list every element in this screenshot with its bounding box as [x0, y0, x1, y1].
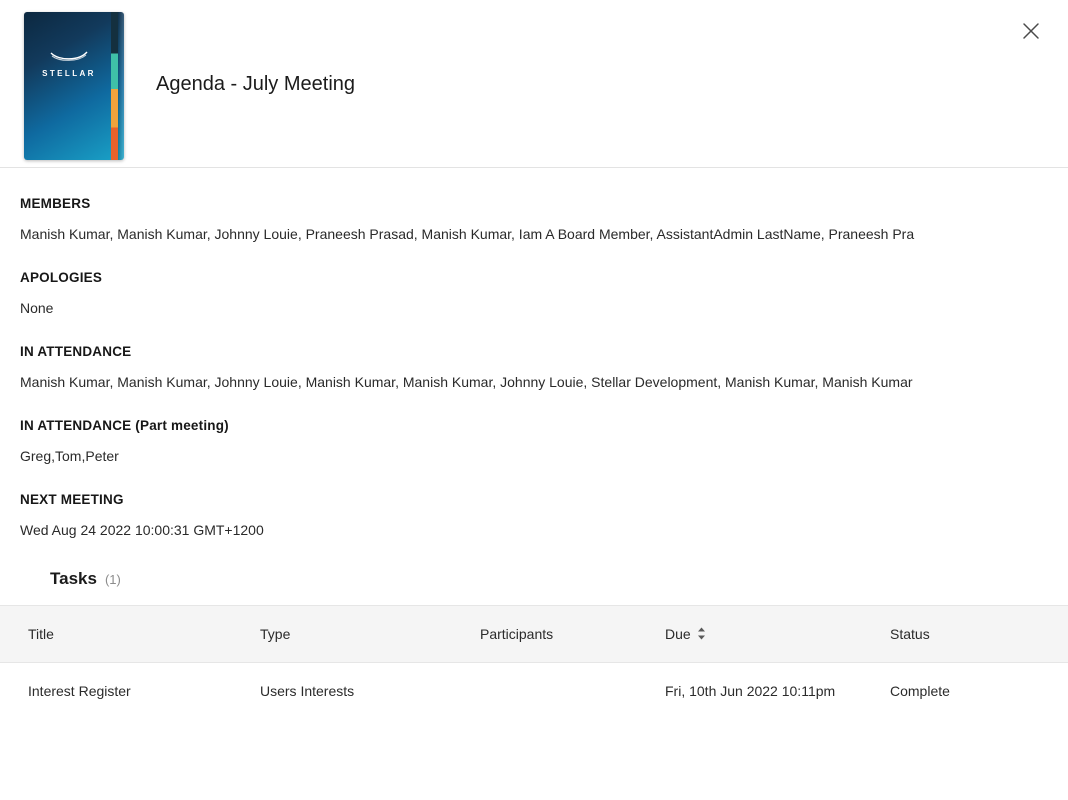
stellar-swoosh-icon [49, 50, 89, 64]
cover-brand-label: STELLAR [42, 68, 96, 78]
column-header-status[interactable]: Status [880, 606, 1068, 663]
close-icon[interactable] [1014, 14, 1048, 48]
table-row[interactable] [0, 663, 1068, 720]
section-label-in-attendance: IN ATTENDANCE [20, 343, 132, 359]
section-value-members: Manish Kumar, Manish Kumar, Johnny Louie, Praneesh Prasad, Manish Kumar, Iam A Board Member, AssistantAdmin LastName, Praneesh Pra [20, 226, 915, 242]
section-next-meeting [0, 492, 1068, 540]
section-value-apologies: None [20, 299, 54, 316]
tasks-title: Tasks [50, 569, 97, 589]
section-value-in-attendance: Manish Kumar, Manish Kumar, Johnny Louie, Manish Kumar, Manish Kumar, Johnny Louie, Stellar Development, Manish Kumar, Manish Kumar [20, 373, 913, 390]
cell-type: Users Interests [260, 683, 355, 700]
section-value-next-meeting: Wed Aug 24 2022 10:00:31 GMT+1200 [20, 521, 264, 538]
section-label-apologies: APOLOGIES [20, 269, 103, 285]
tasks-table-body [0, 663, 1068, 720]
section-value-in-attendance-part: Greg,Tom,Peter [20, 447, 119, 464]
page-title: Agenda - July Meeting [156, 72, 356, 95]
tasks-table [0, 605, 1068, 719]
modal-header [0, 0, 1068, 168]
cover-color-strip [111, 12, 118, 160]
section-members [0, 196, 1068, 244]
status-badge: Complete [890, 683, 950, 700]
column-header-type[interactable]: Type [250, 606, 470, 663]
tasks-table-header-row [0, 606, 1068, 663]
section-label-in-attendance-part: IN ATTENDANCE (Part meeting) [20, 417, 229, 433]
section-in-attendance [0, 344, 1068, 392]
cover-edge [118, 12, 124, 160]
column-header-participants[interactable]: Participants [470, 606, 655, 663]
tasks-heading [0, 569, 1068, 589]
section-label-next-meeting: NEXT MEETING [20, 491, 124, 507]
cover-logo [24, 50, 114, 78]
cell-due: Fri, 10th Jun 2022 10:11pm [665, 683, 836, 700]
section-apologies [0, 270, 1068, 318]
column-header-title[interactable]: Title [0, 606, 250, 663]
modal-body [0, 168, 1068, 800]
section-in-attendance-part [0, 418, 1068, 466]
tasks-section [0, 569, 1068, 719]
cell-participants [470, 663, 655, 720]
section-label-members: MEMBERS [20, 196, 91, 211]
agenda-cover-thumbnail [24, 12, 124, 160]
tasks-table-head [0, 606, 1068, 663]
tasks-count: (1) [104, 572, 121, 588]
column-header-due-label: Due [665, 626, 691, 643]
column-header-due[interactable] [655, 606, 880, 663]
cell-title: Interest Register [28, 683, 131, 700]
sort-arrows-icon[interactable] [697, 627, 706, 643]
